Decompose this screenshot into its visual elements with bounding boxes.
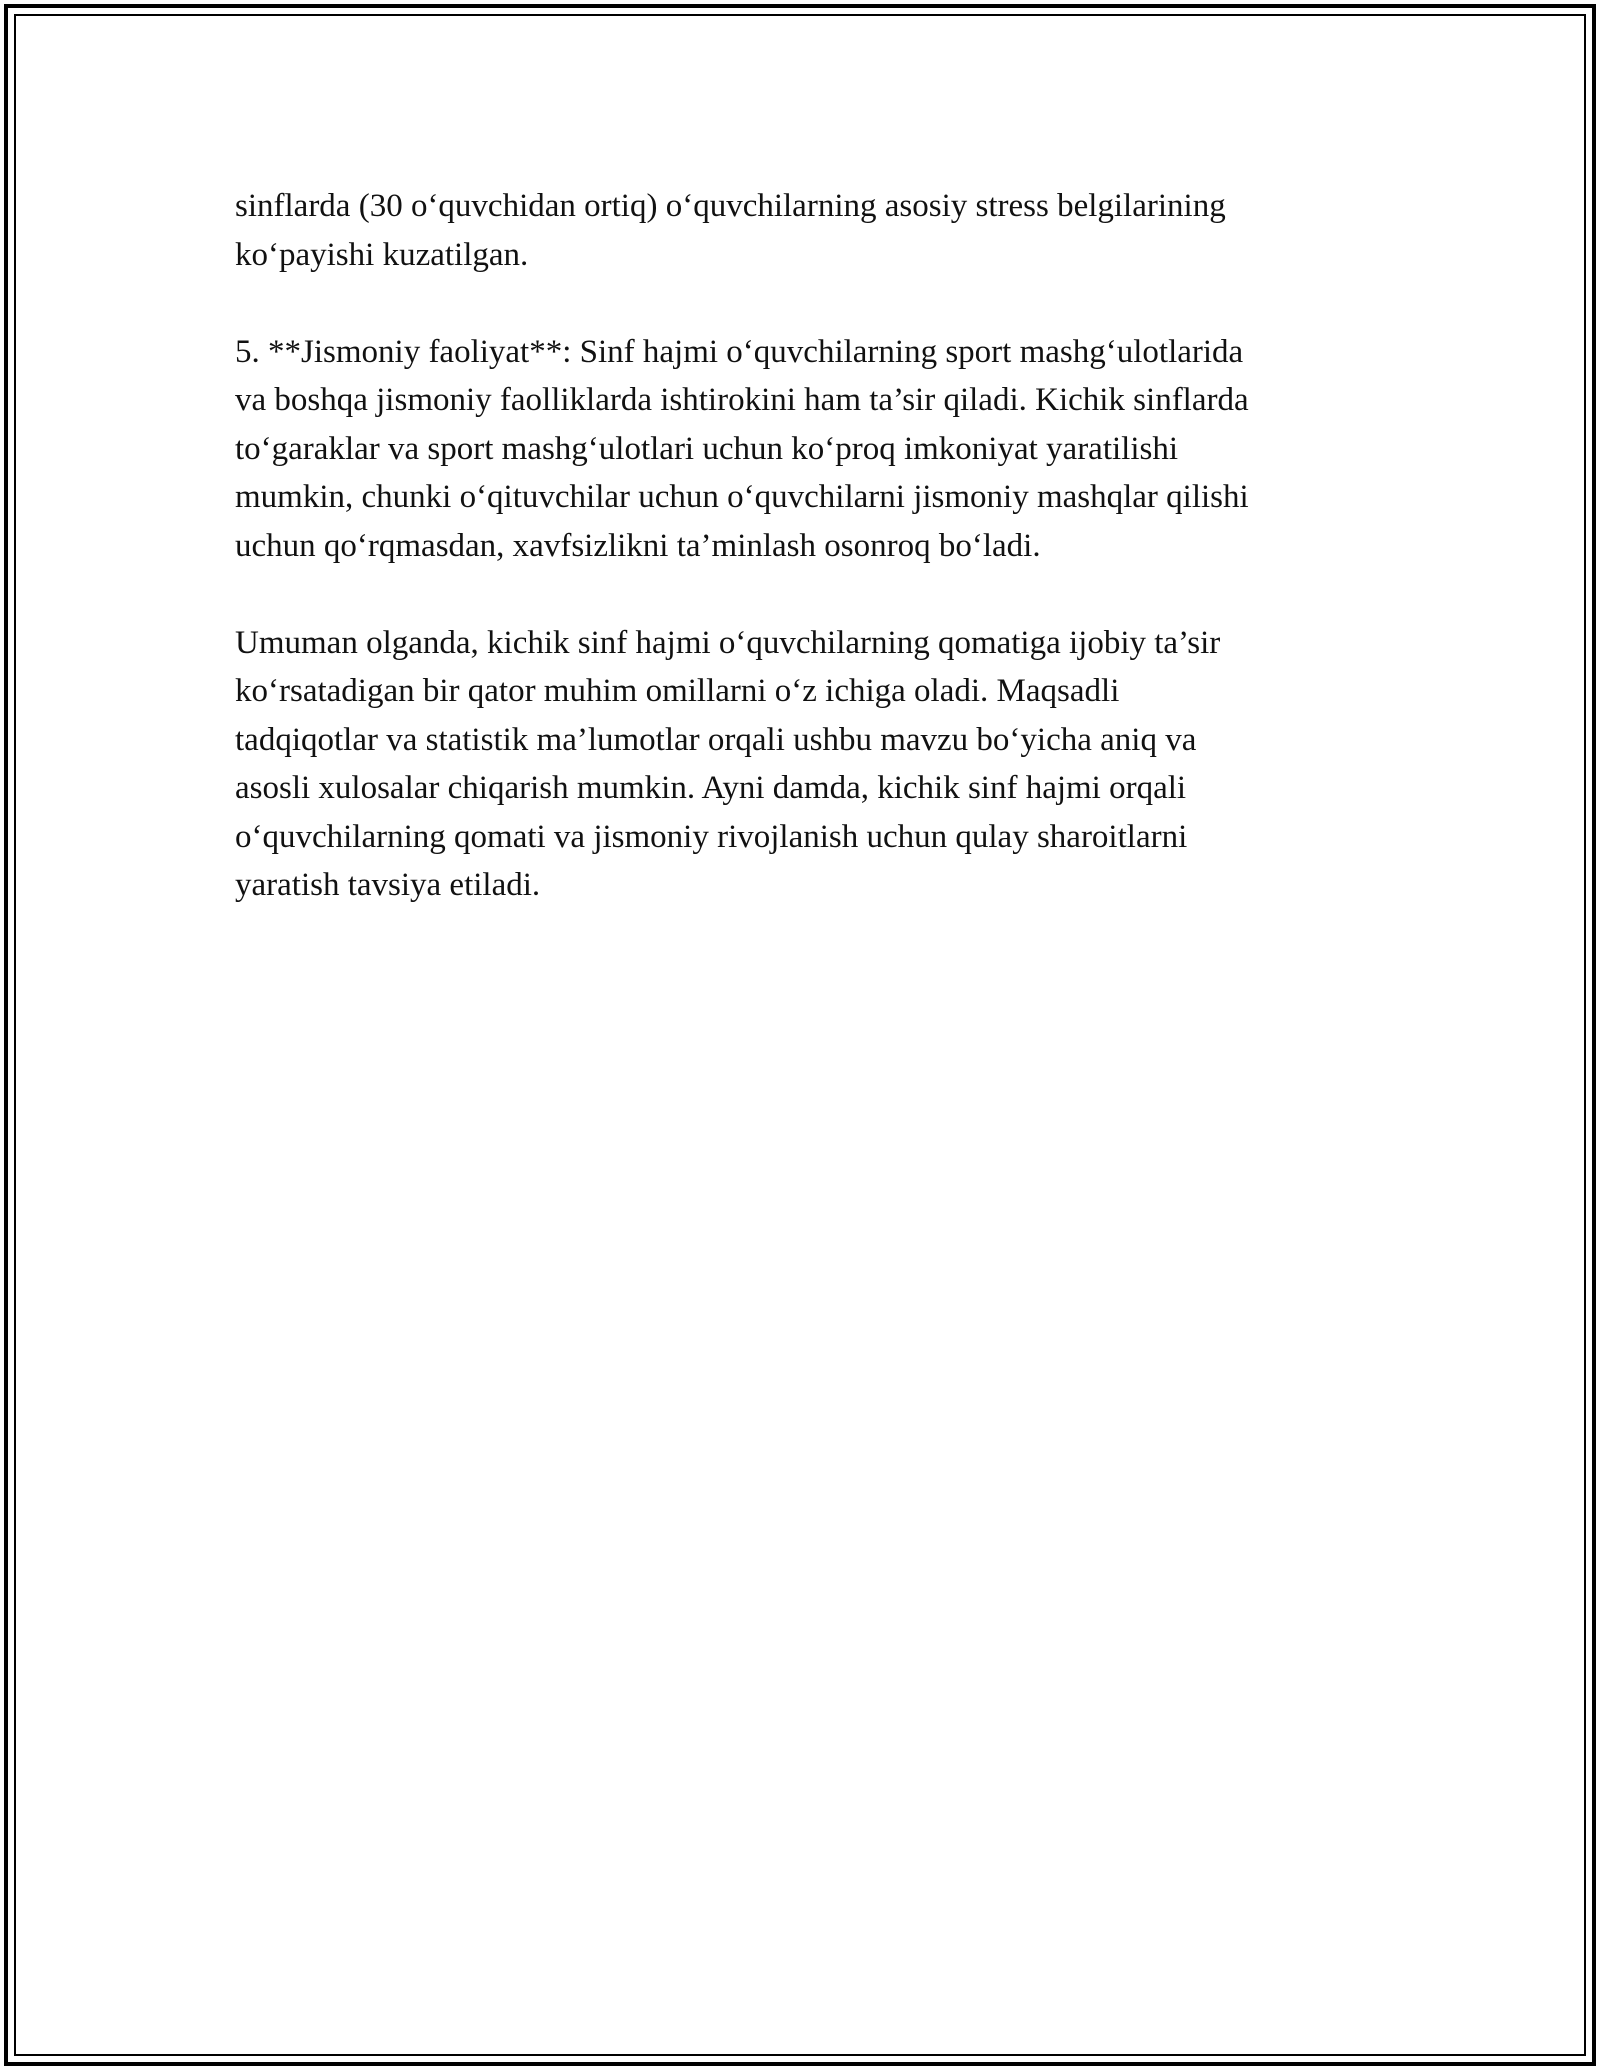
paragraph-physical-activity: 5. **Jismoniy faoliyat**: Sinf hajmi o‘quvchilarning sport mashg‘ulotlarida va boshqa jismoniy faolliklarda ishtirokini ham ta’sir qiladi. Kichik sinflarda to‘garaklar va sport mashg‘ulotlari uchun ko‘proq imkoniyat yaratilishi mumkin, chunki o‘qituvchilar uchun o‘quvchilarni jismoniy mashqlar qilishi uchun qo‘rqmasdan, xavfsizlikni ta’minlash osonroq bo‘ladi.	[235, 333, 1249, 564]
paragraph-stress-continuation: sinflarda (30 o‘quvchidan ortiq) o‘quvchilarning asosiy stress belgilarining ko‘payishi kuzatilgan.	[235, 188, 1226, 273]
paragraph-conclusion: Umuman olganda, kichik sinf hajmi o‘quvchilarning qomatiga ijobiy ta’sir ko‘rsatadigan bir qator muhim omillarni o‘z ichiga oladi. Maqsadli tadqiqotlar va statistik ma’lumotlar orqali ushbu mavzu bo‘yicha aniq va asosli xulosalar chiqarish mumkin. Ayni damda, kichik sinf hajmi orqali o‘quvchilarning qomati va jismoniy rivojlanish uchun qulay sharoitlarni yaratish tavsiya etiladi.	[235, 624, 1221, 903]
document-body	[235, 182, 1385, 958]
